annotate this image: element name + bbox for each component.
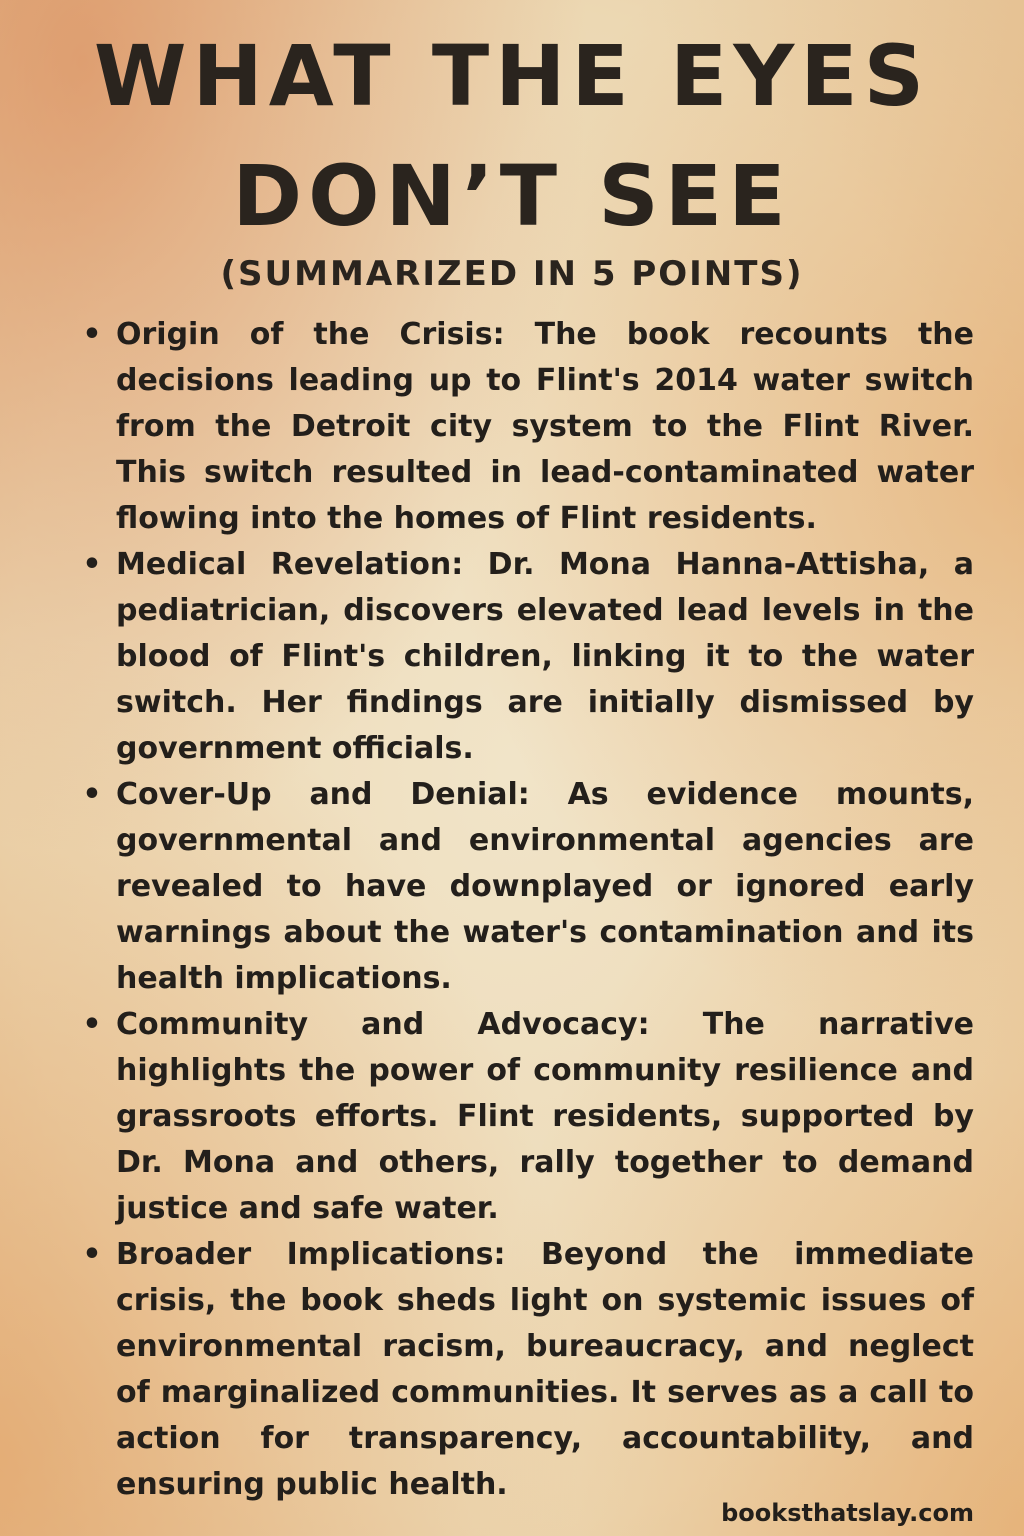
summary-point-text: Cover-Up and Denial: As evidence mounts, governmental and environmental agencies are revealed to have downplayed or ignored early warnings about the water's contamination and its health implications. [116,777,974,996]
summary-point-text: Community and Advocacy: The narrative highlights the power of community resilience and grassroots efforts. Flint residents, supported by Dr. Mona and others, rally together to demand justice and safe water. [116,1007,974,1226]
summary-points-list [82,312,974,1508]
summary-point-2 [82,542,974,772]
summary-point-1 [82,312,974,542]
website-credit: booksthatslay.com [721,1499,974,1527]
summary-point-4 [82,1002,974,1232]
bullet-icon: • [82,1007,102,1042]
bullet-icon: • [82,777,102,812]
summary-point-text: Broader Implications: Beyond the immediate crisis, the book sheds light on systemic issues of environmental racism, bureaucracy, and neglect of marginalized communities. It serves as a call to action for transparency, accountability, and ensuring public health. [116,1237,974,1502]
bullet-icon: • [82,1237,102,1272]
summary-point-text: Origin of the Crisis: The book recounts the decisions leading up to Flint's 2014 water switch from the Detroit city system to the Flint River. This switch resulted in lead-contaminated water flowing into the homes of Flint residents. [116,317,974,536]
summary-point-text: Medical Revelation: Dr. Mona Hanna-Attisha, a pediatrician, discovers elevated lead levels in the blood of Flint's children, linking it to the water switch. Her findings are initially dismissed by government officials. [116,547,974,766]
page-title-line-1: WHAT THE EYES [93,27,931,125]
bullet-icon: • [82,317,102,352]
summary-point-5 [82,1232,974,1508]
summary-point-3 [82,772,974,1002]
page-title-line-2: DON’T SEE [232,147,792,245]
bullet-icon: • [82,547,102,582]
page-subtitle: (SUMMARIZED IN 5 POINTS) [220,254,804,294]
